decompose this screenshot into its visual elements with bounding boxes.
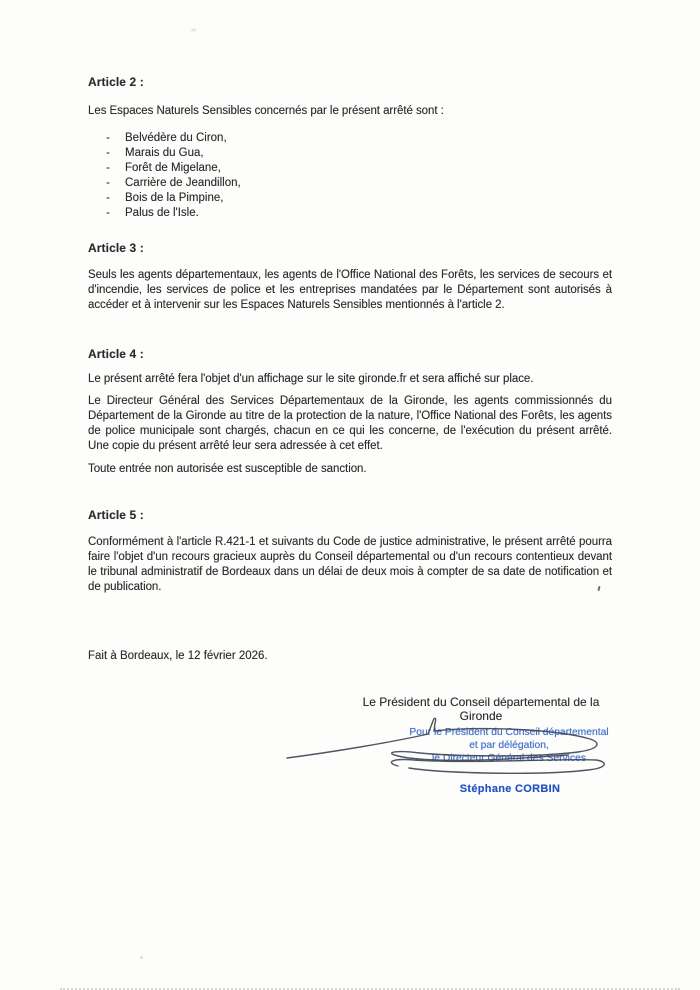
list-item-label: Marais du Gua, (125, 147, 204, 159)
list-item (106, 161, 241, 176)
signature-title-line1: Le Président du Conseil départemental de la (362, 695, 600, 709)
article-2-intro: Les Espaces Naturels Sensibles concernés par le présent arrêté sont : (88, 105, 444, 117)
list-item (106, 176, 241, 191)
delegation-stamp-line2: et par délégation, (469, 740, 549, 751)
delegation-stamp-line1: Pour le Président du Conseil départemental (409, 727, 609, 738)
list-item (106, 206, 241, 221)
list-dash: - (106, 177, 110, 189)
list-item (106, 131, 241, 146)
list-item-label: Carrière de Jeandillon, (125, 177, 241, 189)
list-item-label: Belvédère du Ciron, (125, 132, 227, 144)
article-2-heading: Article 2 : (88, 75, 144, 89)
list-item-label: Forêt de Migelane, (125, 162, 221, 174)
article-3-heading: Article 3 : (88, 241, 144, 255)
article-5-body: Conformément à l'article R.421-1 et suivants du Code de justice administrative, le présent arrêté pourra faire l'objet d'un recours gracieux auprès du Conseil départemental ou d'un recours contentieux devant le tribunal administratif de Bordeaux dans un délai de deux mois à compter de sa date de notification et de publication. (88, 536, 612, 593)
list-item (106, 146, 241, 161)
article-4-paragraph-1: Le présent arrêté fera l'objet d'un affichage sur le site gironde.fr et sera affiché sur place. (88, 373, 534, 385)
signature-title (346, 696, 616, 723)
signature-title-line2: Gironde (459, 708, 503, 723)
list-dash: - (106, 207, 110, 219)
scan-speck (191, 29, 196, 31)
scan-speck (140, 956, 143, 959)
list-dash: - (106, 147, 110, 159)
list-dash: - (106, 132, 110, 144)
list-dash: - (106, 162, 110, 174)
delegation-stamp (389, 726, 629, 765)
signatory-name: Stéphane CORBIN (459, 783, 561, 795)
list-item (106, 191, 241, 206)
article-4-paragraph-3: Toute entrée non autorisée est susceptible de sanction. (88, 463, 367, 475)
article-5-heading: Article 5 : (88, 508, 144, 522)
delegation-stamp-line3: le Directeur Général des Services (432, 753, 586, 764)
article-3-body: Seuls les agents départementaux, les agents de l'Office National des Forêts, les services de secours et d'incendie, les services de police et les entreprises mandatées par le Département sont autorisés à accéder et à intervenir sur les Espaces Naturels Sensibles mentionnés à l'article 2. (88, 269, 612, 311)
list-dash: - (106, 192, 110, 204)
article-4-paragraph-2: Le Directeur Général des Services Départementaux de la Gironde, les agents commissionnés du Département de la Gironde au titre de la protection de la nature, l'Office National des Forêts, les agents de police municipale sont chargés, chacun en ce qui les concerne, de l'exécution du présent arrêté. Une copie du présent arrêté leur sera adressée à cet effet. (88, 395, 612, 452)
ens-sites-list (106, 131, 241, 221)
list-item-label: Bois de la Pimpine, (125, 192, 224, 204)
article-4-heading: Article 4 : (88, 347, 144, 361)
list-item-label: Palus de l'Isle. (125, 207, 199, 219)
place-date-line: Fait à Bordeaux, le 12 février 2026. (88, 650, 268, 662)
